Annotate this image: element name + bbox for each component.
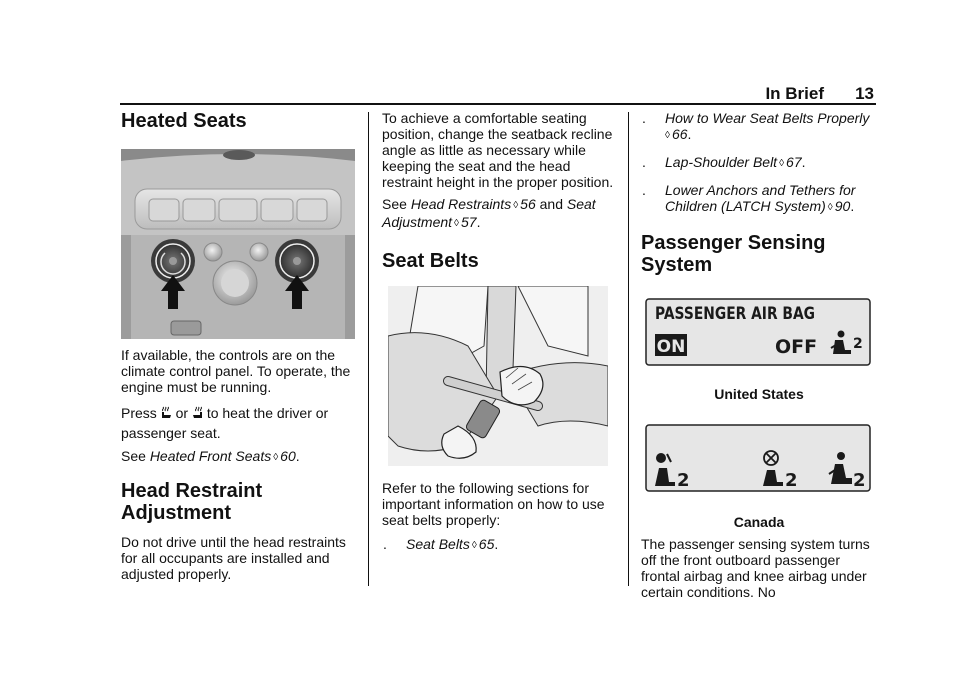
page-ref-icon: ◊ [827,202,833,213]
latch-link[interactable]: Lower Anchors and Tethers for [665,182,856,198]
us-display-on: ON [656,337,686,357]
canada-display-number-3: 2 [853,470,866,491]
canada-display-number-2: 2 [785,470,798,491]
page-ref-icon: ◊ [273,452,279,463]
column-3 [641,110,877,605]
head-restraint-heading: Head Restraint Adjustment [121,480,263,524]
page-number: 13 [855,84,874,103]
list-item: . Lap-Shoulder Belt ◊ 67. [642,154,806,170]
canada-caption: Canada [733,514,785,530]
list-item: . How to Wear Seat Belts Properly ◊ 66. [642,110,870,142]
bullet-icon: . [642,154,646,170]
heated-seats-press: Press or to heat the driver or passenger seat. [121,405,329,441]
page-ref-icon: ◊ [779,158,785,169]
head-restraint-para: To achieve a comfortable seating position, change the seatback recline angle as little as necessary while keeping the seat and the head restraint height in the proper position. [382,110,614,190]
us-display-title: PASSENGER AIR BAG [655,304,815,324]
header-rule [120,103,876,105]
heated-seats-intro: If available, the controls are on the climate control panel. To operate, the engine must be running. [121,347,351,395]
us-caption: United States [714,386,804,402]
seat-belts-heading: Seat Belts [382,250,479,272]
passenger-sensing-heading: Passenger Sensing System [641,232,826,276]
seat-belts-link[interactable]: Seat Belts [406,536,470,552]
how-to-wear-link[interactable]: How to Wear Seat Belts Properly [665,110,870,126]
page-ref-icon: ◊ [513,200,519,211]
heated-front-seats-link[interactable]: Heated Front Seats [149,448,272,464]
driver-heated-seat-icon [161,406,172,419]
list-item: . Lower Anchors and Tethers for Children (LATCH System) ◊ 90. [642,182,856,214]
column-divider-2 [628,112,629,586]
column-divider-1 [368,112,369,586]
bullet-icon: . [642,110,646,126]
bullet-icon: . [642,182,646,198]
passenger-sensing-para: The passenger sensing system turns off the front outboard passenger frontal airbag and knee airbag under certain conditions. No [641,536,870,600]
heated-seats-see: See Heated Front Seats ◊ 60. [121,448,300,464]
us-display-seat-number: 2 [853,336,863,352]
page-header [120,84,876,104]
seat-belts-intro: Refer to the following sections for important information on how to use seat belts properly: [382,480,605,528]
canada-display-number-1: 2 [677,470,690,491]
canada-airbag-display [645,424,871,492]
us-display-off: OFF [775,336,818,358]
column-1 [121,110,357,587]
page-ref-icon: ◊ [471,540,477,551]
head-restraint-warning: Do not drive until the head restraints for all occupants are installed and adjusted properly. [121,534,346,582]
section-title: In Brief [765,84,824,103]
list-item: . Seat Belts ◊ 65. [383,536,499,552]
heated-seats-heading: Heated Seats [121,110,247,132]
seat-belt-figure [388,286,608,466]
bullet-icon: . [383,536,387,552]
heated-seats-figure [121,149,355,339]
passenger-heated-seat-icon [192,406,203,419]
head-restraint-see: See Head Restraints ◊ 56 and Seat Adjustment ◊ 57. [382,196,596,230]
column-2 [382,110,614,560]
page-ref-icon: ◊ [454,218,459,229]
head-restraints-link[interactable]: Head Restraints [410,196,512,212]
seat-adjustment-link[interactable]: Seat [566,196,596,212]
page-ref-icon: ◊ [665,130,670,141]
lap-shoulder-link[interactable]: Lap-Shoulder Belt [665,154,778,170]
us-airbag-display [645,298,871,366]
